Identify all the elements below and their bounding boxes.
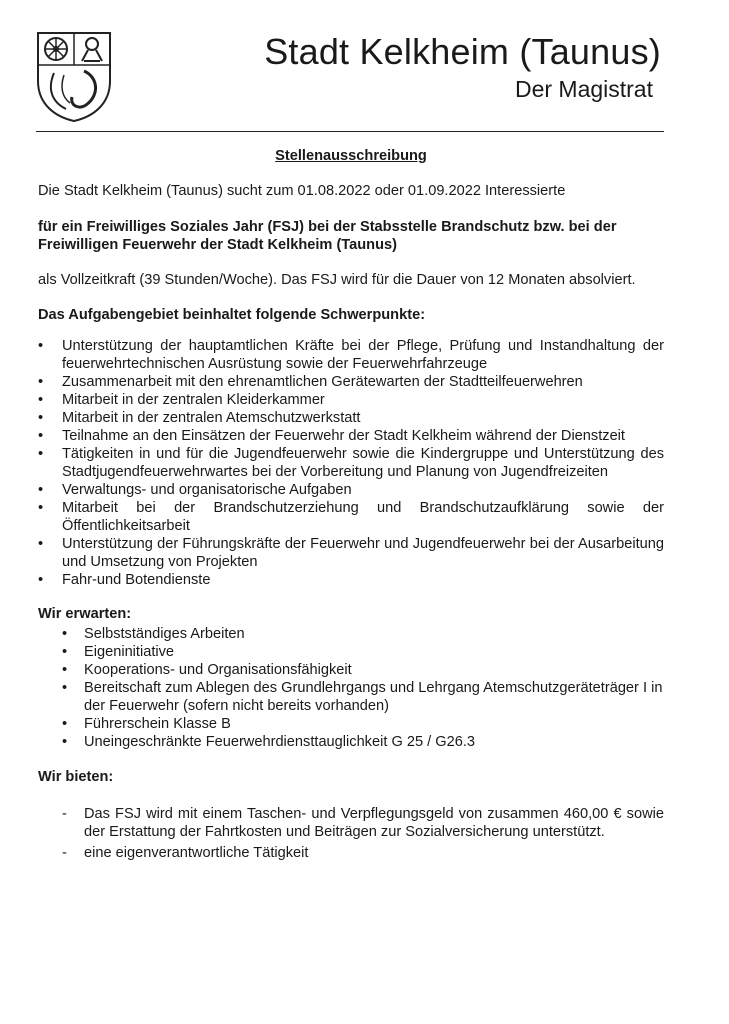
list-item: • Unterstützung der hauptamtlichen Kräfte bei der Pflege, Prüfung und Instandhaltung der feuerwehrtechnischen Ausrüstung sowie der Feuerwehrfahrzeuge xyxy=(38,337,664,373)
list-item: • Kooperations- und Organisationsfähigkeit xyxy=(38,661,664,679)
document-body xyxy=(38,147,664,865)
tasks-heading: Das Aufgabengebiet beinhaltet folgende Schwerpunkte: xyxy=(38,307,426,323)
list-item: • Eigeninitiative xyxy=(38,643,664,661)
tasks-list xyxy=(38,337,664,589)
list-item: • Tätigkeiten in und für die Jugendfeuerwehr sowie die Kindergruppe und Unterstützung des Stadtjugendfeuerwehrwartes bei der Vorbereitung und Planung von Jugendfreizeiten xyxy=(38,445,664,481)
expectations-heading: Wir erwarten: xyxy=(38,606,132,622)
list-item: • Selbstständiges Arbeiten xyxy=(38,625,664,643)
list-item: • Zusammenarbeit mit den ehrenamtlichen Gerätewarten der Stadtteilfeuerwehren xyxy=(38,373,664,391)
list-item: • Teilnahme an den Einsätzen der Feuerwehr der Stadt Kelkheim während der Dienstzeit xyxy=(38,427,664,445)
letterhead-title: Stadt Kelkheim (Taunus) xyxy=(264,31,661,72)
expectations-list xyxy=(38,625,664,751)
list-item: • Mitarbeit in der zentralen Kleiderkammer xyxy=(38,391,664,409)
letterhead-subtitle: Der Magistrat xyxy=(514,76,653,102)
letterhead xyxy=(0,0,729,140)
intro-text: Die Stadt Kelkheim (Taunus) sucht zum 01.08.2022 oder 01.09.2022 Interessierte xyxy=(38,183,566,199)
list-item: - Das FSJ wird mit einem Taschen- und Verpflegungsgeld von zusammen 460,00 € sowie der Erstattung der Fahrtkosten und Beiträgen zur Sozialversicherung unterstützt. xyxy=(38,805,664,841)
list-item: • Mitarbeit in der zentralen Atemschutzwerkstatt xyxy=(38,409,664,427)
offers-list xyxy=(38,805,664,862)
list-item: • Unterstützung der Führungskräfte der Feuerwehr und Jugendfeuerwehr bei der Ausarbeitung und Umsetzung von Projekten xyxy=(38,535,664,571)
document-heading: Stellenausschreibung xyxy=(275,148,427,164)
list-item: • Mitarbeit bei der Brandschutzerziehung und Brandschutzaufklärung sowie der Öffentlichkeitsarbeit xyxy=(38,499,664,535)
list-item: - eine eigenverantwortliche Tätigkeit xyxy=(38,844,664,862)
header-divider xyxy=(36,131,664,132)
city-crest-icon xyxy=(36,31,112,123)
list-item: • Uneingeschränkte Feuerwehrdiensttauglichkeit G 25 / G26.3 xyxy=(38,733,664,751)
list-item: • Fahr-und Botendienste xyxy=(38,571,664,589)
list-item: • Führerschein Klasse B xyxy=(38,715,664,733)
offers-heading: Wir bieten: xyxy=(38,769,114,785)
fsj-position-text: für ein Freiwilliges Soziales Jahr (FSJ) bei der Stabsstelle Brandschutz bzw. bei der Freiwilligen Feuerwehr der Stadt Kelkheim (Taunus) xyxy=(38,219,617,253)
duration-text: als Vollzeitkraft (39 Stunden/Woche). Das FSJ wird für die Dauer von 12 Monaten absolviert. xyxy=(38,272,636,288)
list-item: • Verwaltungs- und organisatorische Aufgaben xyxy=(38,481,664,499)
list-item: • Bereitschaft zum Ablegen des Grundlehrgangs und Lehrgang Atemschutzgeräteträger I in der Feuerwehr (sofern nicht bereits vorhanden) xyxy=(38,679,664,715)
